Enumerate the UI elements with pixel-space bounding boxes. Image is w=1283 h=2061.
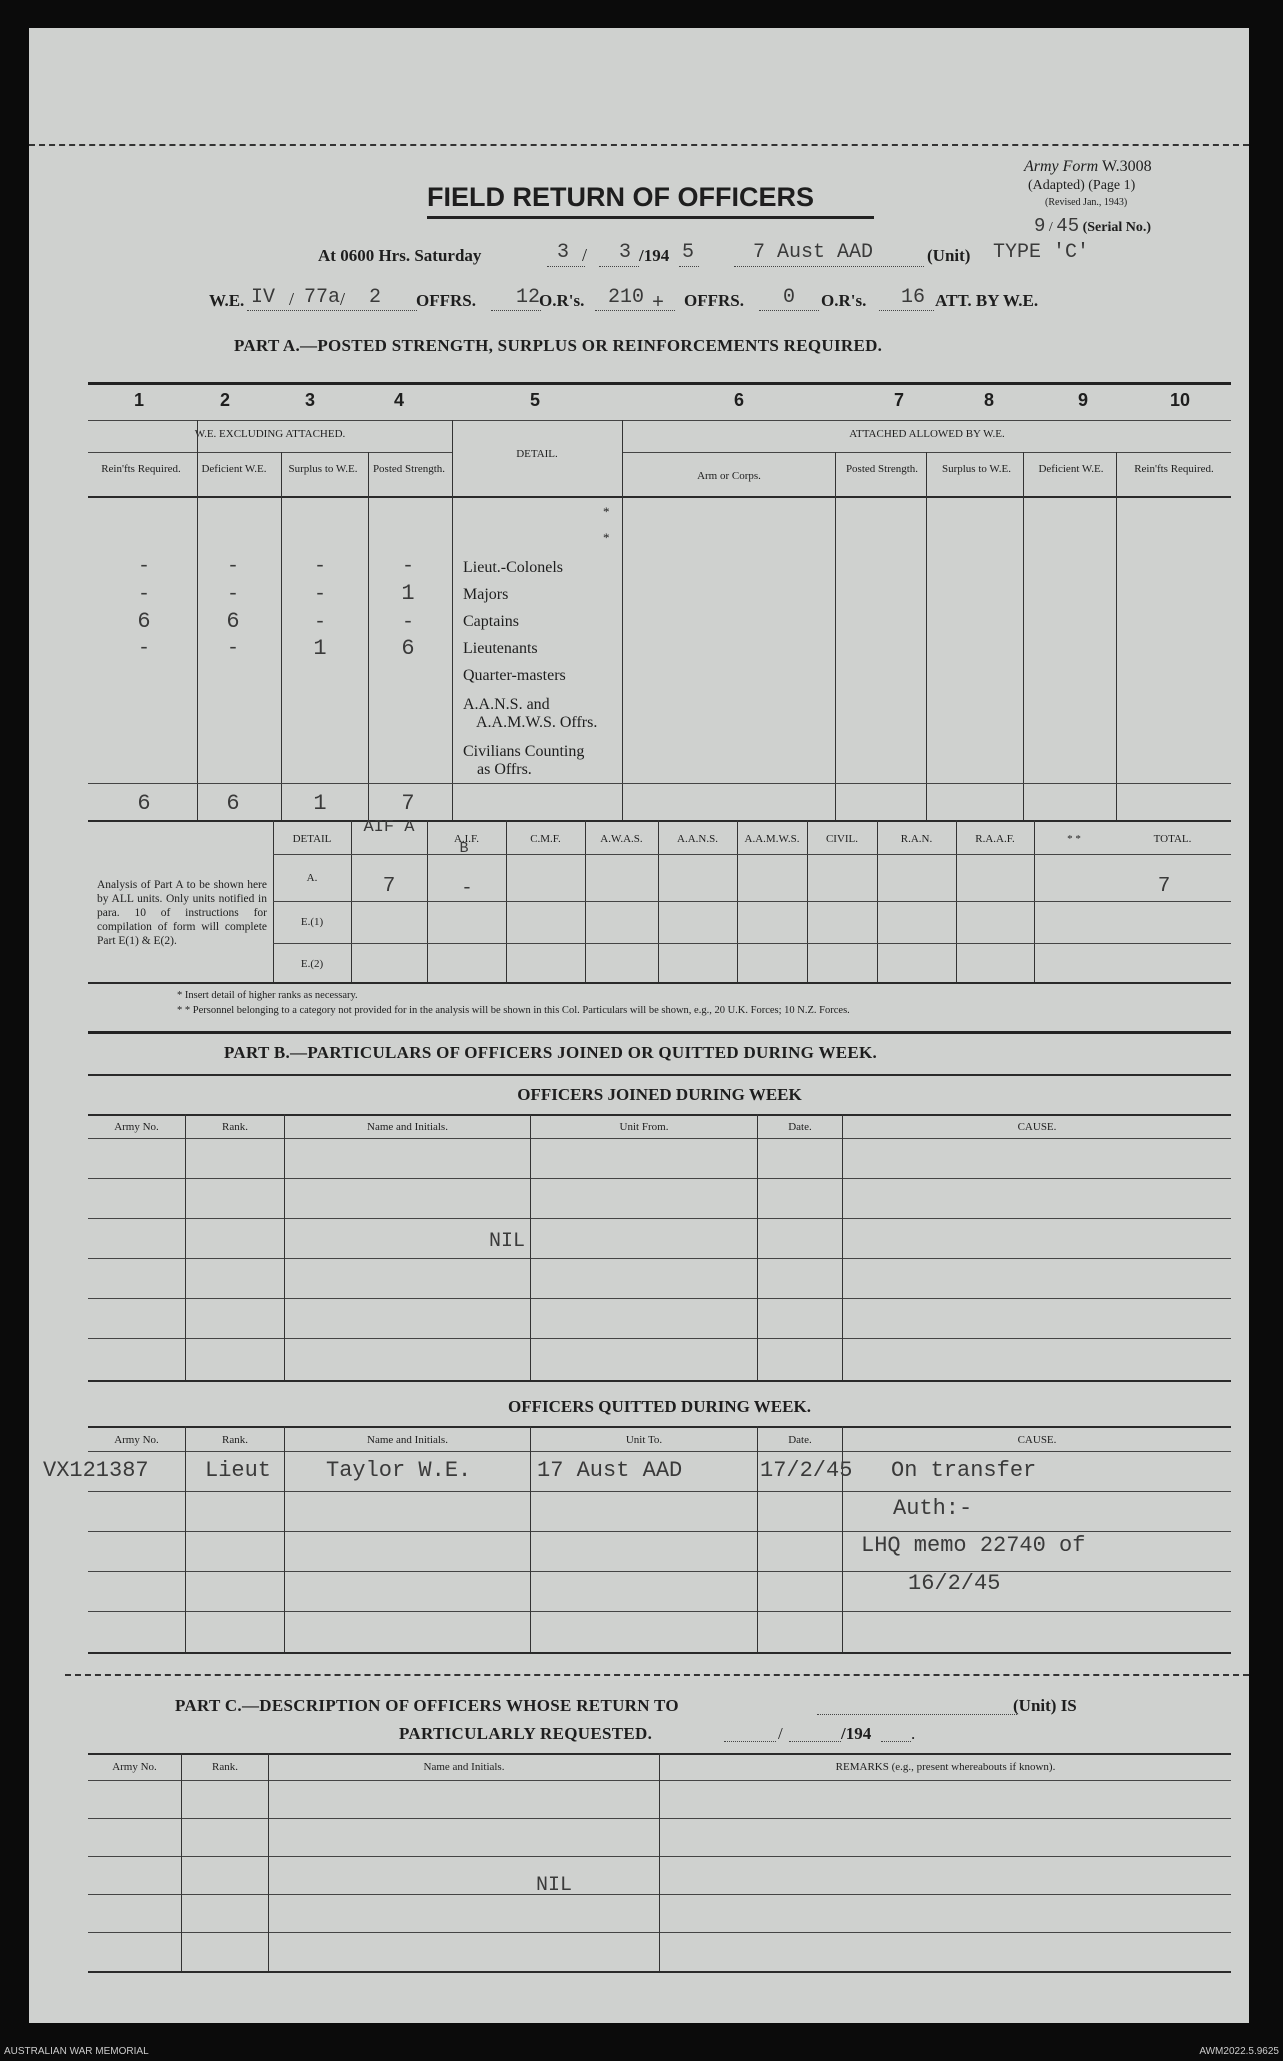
rank-label-captains: Captains (463, 613, 519, 630)
part-c-date-sep: / (778, 1724, 783, 1743)
rank-label-aans: A.A.N.S. and (463, 696, 550, 713)
quitted-cause-3: LHQ memo 22740 of (861, 1533, 1086, 1558)
col-number-3: 3 (304, 390, 315, 410)
joined-nil: NIL (489, 1230, 526, 1253)
asterisk-2: * (603, 530, 610, 545)
joined-heading: OFFICERS JOINED DURING WEEK (517, 1085, 802, 1104)
rank-label-lieut-colonels: Lieut.-Colonels (463, 559, 563, 576)
at-hours-label: At 0600 Hrs. Saturday (318, 246, 482, 265)
we-label: W.E. (209, 291, 245, 310)
joined-col-rank: Rank. (222, 1121, 248, 1133)
quitted-col-rank: Rank. (222, 1434, 248, 1446)
quitted-date: 17/2/45 (760, 1458, 853, 1483)
analysis-header-cmf: C.M.F. (530, 833, 561, 845)
plus-sign: + (652, 292, 665, 315)
footnote-2: * * Personnel belonging to a category not provided for in the analysis will be shown in this Col. Particulars will be shown, e.g., 20 U.K. Forces; 10 N.Z. Forces. (177, 1005, 850, 1016)
analysis-a-aif: 7 (382, 875, 396, 898)
part-c-period: . (911, 1724, 916, 1743)
quitted-unit-to: 17 Aust AAD (537, 1458, 683, 1483)
analysis-header-ran: R.A.N. (900, 833, 933, 845)
analysis-header-aans: A.A.N.S. (677, 833, 718, 845)
unit-name: 7 Aust AAD (753, 241, 874, 264)
header-reinf: Rein'fts Required. (101, 463, 181, 475)
quitted-army-no: VX121387 (43, 1458, 149, 1483)
unit-label: (Unit) (927, 246, 971, 265)
analysis-hand-b: B (459, 840, 469, 857)
quitted-col-cause: CAUSE. (1017, 1434, 1057, 1446)
quitted-col-name: Name and Initials. (367, 1434, 448, 1446)
month-value: 3 (619, 241, 632, 264)
title-underline (427, 216, 874, 219)
total-deficient: 6 (226, 791, 240, 816)
part-c-nil: NIL (536, 1874, 573, 1897)
we-value-b: 77a (304, 286, 341, 309)
part-c-requested: PARTICULARLY REQUESTED. (399, 1724, 653, 1743)
quitted-heading: OFFICERS QUITTED DURING WEEK. (508, 1397, 811, 1416)
part-c-col-rank: Rank. (212, 1761, 238, 1773)
quitted-cause-4: 16/2/45 (908, 1571, 1001, 1596)
analysis-header-detail: DETAIL (292, 833, 332, 845)
part-c-col-name: Name and Initials. (423, 1761, 505, 1773)
analysis-header-other: * * (1067, 833, 1081, 845)
header-arm: Arm or Corps. (697, 470, 761, 482)
offrs2-label: OFFRS. (684, 291, 744, 310)
analysis-header-aif2: A.I.F. (453, 833, 480, 845)
analysis-a-total: 7 (1157, 875, 1171, 898)
rank-label-civilians: Civilians Counting (463, 743, 585, 760)
perforation-line-2 (65, 1674, 1249, 1676)
quitted-col-unit-to: Unit To. (625, 1434, 663, 1446)
group-header-left: W.E. EXCLUDING ATTACHED. (194, 428, 346, 440)
form-page: Army Form W.3008 (Adapted) (Page 1) (Revised Jan., 1943) 9 / 45 (Serial No.) FIELD RETURN OF OFFICERS At 0600 Hrs. Saturday 3 / 3 /194 5 7 Aust AAD (Unit) TYPE 'C' W.E. IV / 77a / 2 OFFRS. 12 O.R's. 210 + OFFRS. 0 O.R's. 16 ATT. BY W.E. PART A.—POSTED STRENGTH, SURPLUS OR REINFORCEMENTS REQUIRED. 1 2 3 4 5 6 7 8 9 10 W.E. EXCLUDING ATTACHED. ATTACHED ALLOWED BY W.E. DETAIL. Rein'fts Required. Deficient W.E. Surplus to W.E. Posted Strength. Arm or Corps. Posted Strength. Surplus to W.E. Deficient W.E. Rein'fts Required. * * - - - - Lieut.-Colonels - - - 1 Majors 6 6 - - Captains - - 1 6 Lieutenants Quarter-masters A.A.N.S. and A.A.M.W.S. Offrs. Civilians Counting as Offrs. 6 6 1 7 Analysis of Part A to be shown here by ALL units. Only units notified in para. 10 of instructions for compilation of form will complete Part E(1) & E(2). DETAIL AIF A A.I.F. B C.M.F. A.W.A.S. A.A.N.S. A.A.M.W.S. CIVIL. R.A.N. R.A.A.F. * * TOTAL. A. E.(1) E.(2) 7 - 7 * Insert detail of higher ranks as necessary. * * Personnel belonging to a category not provided for in the analysis will be shown in this Col. Particulars will be shown, e.g., 20 U.K. Forces; 10 N.Z. Forces. PART B.—PARTICULARS OF OFFICERS JOINED OR QUITTED DURING WEEK. OFFICERS JOINED DURING WEEK Army No. Rank. Name and Initials. Unit From. Date. CAUSE. NIL OFFICERS QUITTED DURING WEEK. Army No. Rank. Name and Initials. Unit To. Date. CAUSE. VX121387 Lieut Taylor W.E. 17 Aust AAD 17/2/45 On transfer Auth:- LHQ memo 22740 of 16/2/45 PART C.—DESCRIPTION OF OFFICERS WHOSE RETURN TO (Unit) IS PARTICULARLY REQUESTED. / /194 . Army No. Rank. Name and Initials. REMARKS (e.g., present whereabouts if known). NIL (29, 28, 1249, 2023)
footer-right: AWM2022.5.9625 (1199, 2046, 1279, 2057)
rank-label-majors: Majors (463, 586, 509, 603)
quitted-cause-2: Auth:- (893, 1496, 973, 1521)
quitted-col-army-no: Army No. (114, 1434, 159, 1446)
header-posted-right: Posted Strength. (845, 463, 919, 475)
total-reinf: 6 (137, 791, 151, 816)
offrs-value: 12 (516, 286, 541, 309)
header-reinf-right: Rein'fts Required. (1134, 463, 1214, 475)
footer-left: AUSTRALIAN WAR MEMORIAL (4, 2046, 149, 2057)
serial-number: 9 / 45 (Serial No.) (1034, 215, 1152, 237)
rank-label-aamws: A.A.M.W.S. Offrs. (476, 714, 598, 731)
col-number-6: 6 (733, 390, 744, 410)
quitted-name: Taylor W.E. (326, 1458, 472, 1483)
part-c-year: /194 (841, 1724, 872, 1743)
quitted-rank: Lieut (205, 1458, 272, 1483)
header-deficient: Deficient W.E. (201, 463, 267, 475)
part-a-heading: PART A.—POSTED STRENGTH, SURPLUS OR REINFORCEMENTS REQUIRED. (234, 336, 883, 355)
detail-header: DETAIL. (516, 448, 558, 460)
part-c-heading: PART C.—DESCRIPTION OF OFFICERS WHOSE RETURN TO (175, 1696, 679, 1715)
analysis-note: Analysis of Part A to be shown here by ALL units. Only units notified in para. 10 of instructions for compilation of form will complete Part E(1) & E(2). (97, 879, 267, 947)
col-number-1: 1 (133, 390, 144, 410)
quitted-col-date: Date. (788, 1434, 812, 1446)
col-number-7: 7 (893, 390, 904, 410)
adapted-label: (Adapted) (Page 1) (1028, 178, 1136, 193)
analysis-header-aamws: A.A.M.W.S. (744, 833, 800, 845)
analysis-row-a: A. (306, 872, 318, 884)
att-label: ATT. BY W.E. (935, 291, 1039, 310)
total-posted: 7 (401, 791, 415, 816)
perforation-line (29, 144, 1249, 146)
header-posted: Posted Strength. (372, 463, 446, 475)
part-c-col-remarks: REMARKS (e.g., present whereabouts if known). (835, 1761, 1056, 1773)
footnote-1: * Insert detail of higher ranks as necessary. (177, 990, 358, 1001)
part-c-col-army-no: Army No. (112, 1761, 157, 1773)
col-number-10: 10 (1169, 390, 1191, 410)
revised-label: (Revised Jan., 1943) (1045, 197, 1128, 208)
header-surplus-right: Surplus to W.E. (941, 463, 1012, 475)
page-title: FIELD RETURN OF OFFICERS (427, 182, 814, 212)
col-number-2: 2 (219, 390, 230, 410)
analysis-header-total: TOTAL. (1153, 833, 1192, 845)
joined-col-date: Date. (788, 1121, 812, 1133)
ors2-value: 16 (901, 286, 926, 309)
asterisk-1: * (603, 504, 610, 519)
col-number-4: 4 (393, 390, 404, 410)
analysis-row-e1: E.(1) (300, 916, 324, 928)
year-prefix: /194 (639, 246, 670, 265)
col-number-9: 9 (1077, 390, 1088, 410)
joined-col-name: Name and Initials. (367, 1121, 448, 1133)
ors-value: 210 (608, 286, 645, 309)
army-form-label: Army Form W.3008 (1024, 158, 1152, 175)
quitted-cause-1: On transfer (891, 1458, 1037, 1483)
col-number-8: 8 (983, 390, 994, 410)
rank-label-as-offrs: as Offrs. (477, 761, 532, 778)
total-surplus: 1 (313, 791, 327, 816)
col-number-5: 5 (529, 390, 540, 410)
ors2-label: O.R's. (821, 291, 867, 310)
header-surplus: Surplus to W.E. (288, 463, 358, 475)
analysis-header-awas: A.W.A.S. (600, 833, 643, 845)
header-deficient-right: Deficient W.E. (1038, 463, 1104, 475)
we-value-c: 2 (369, 286, 382, 309)
part-c-unit-is: (Unit) IS (1013, 1696, 1077, 1715)
analysis-a-aif2: - (461, 877, 473, 899)
analysis-header-raaf: R.A.A.F. (975, 833, 1015, 845)
joined-col-cause: CAUSE. (1017, 1121, 1057, 1133)
analysis-row-e2: E.(2) (300, 958, 324, 970)
ors-label: O.R's. (539, 291, 585, 310)
offrs-label: OFFRS. (416, 291, 476, 310)
unit-type: TYPE 'C' (993, 241, 1090, 264)
joined-col-army-no: Army No. (114, 1121, 159, 1133)
analysis-hand-aif-a: AIF A (363, 818, 415, 837)
year-digit: 5 (682, 241, 695, 264)
we-value-a: IV (251, 286, 276, 309)
group-header-right: ATTACHED ALLOWED BY W.E. (849, 428, 1005, 440)
offrs2-value: 0 (783, 286, 796, 309)
analysis-header-civil: CIVIL. (825, 833, 859, 845)
rank-label-lieutenants: Lieutenants (463, 640, 538, 657)
rank-label-quartermasters: Quarter-masters (463, 667, 566, 684)
joined-col-unit-from: Unit From. (619, 1121, 669, 1133)
day-value: 3 (557, 241, 570, 264)
part-b-heading: PART B.—PARTICULARS OF OFFICERS JOINED OR QUITTED DURING WEEK. (224, 1043, 878, 1062)
